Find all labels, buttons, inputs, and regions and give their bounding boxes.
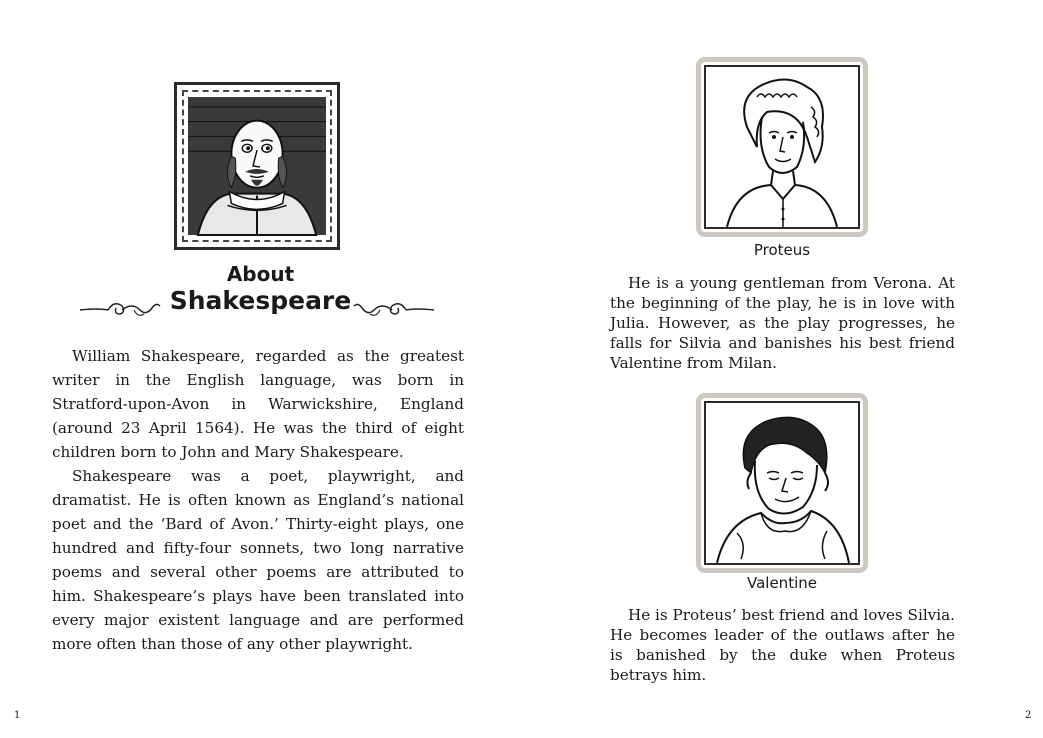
- proteus-description-text: He is a young gentleman from Verona. At the beginning of the play, he is in love with Julia. However, as the play progresses, he falls for Silvia and banishes his best friend Valentine from Milan.: [610, 274, 955, 372]
- shakespeare-portrait: [174, 82, 340, 250]
- heading-shakespeare: Shakespeare: [169, 286, 352, 315]
- left-page: [0, 0, 521, 738]
- valentine-description-text: He is Proteus’ best friend and loves Silvia. He becomes leader of the outlaws after he is banished by the duke when Proteus betrays him.: [610, 606, 955, 684]
- character-name-proteus: Proteus: [753, 241, 811, 259]
- proteus-portrait: [696, 57, 868, 237]
- proteus-description: [610, 273, 955, 373]
- page-number-right: 2: [1025, 710, 1032, 721]
- shakespeare-illustration: [188, 96, 326, 236]
- valentine-illustration: [706, 403, 858, 563]
- valentine-description: [610, 605, 955, 685]
- bio-paragraph: Shakespeare was a poet, playwright, and dramatist. He is often known as England’s national poet and the ‘Bard of Avon.’ Thirty-eight plays, one hundred and fifty-four sonnets, two long narrative poems and several other poems are attributed to him. Shakespeare’s plays have been translated into every major existent language and are performed more often than those of any other playwright.: [52, 467, 464, 653]
- flourish-right-icon: [352, 296, 436, 320]
- valentine-portrait: [696, 393, 868, 573]
- page-number-left: 1: [14, 710, 21, 721]
- character-name-valentine: Valentine: [747, 574, 817, 592]
- flourish-left-icon: [78, 296, 162, 320]
- heading-about: About: [226, 262, 295, 286]
- shakespeare-bio: [52, 344, 464, 656]
- bio-paragraph: William Shakespeare, regarded as the greatest writer in the English language, was born in Stratford-upon-Avon in Warwickshire, England (around 23 April 1564). He was the third of eight children born to John and Mary Shakespeare.: [52, 347, 464, 461]
- right-page: [521, 0, 1043, 738]
- proteus-illustration: [706, 67, 858, 227]
